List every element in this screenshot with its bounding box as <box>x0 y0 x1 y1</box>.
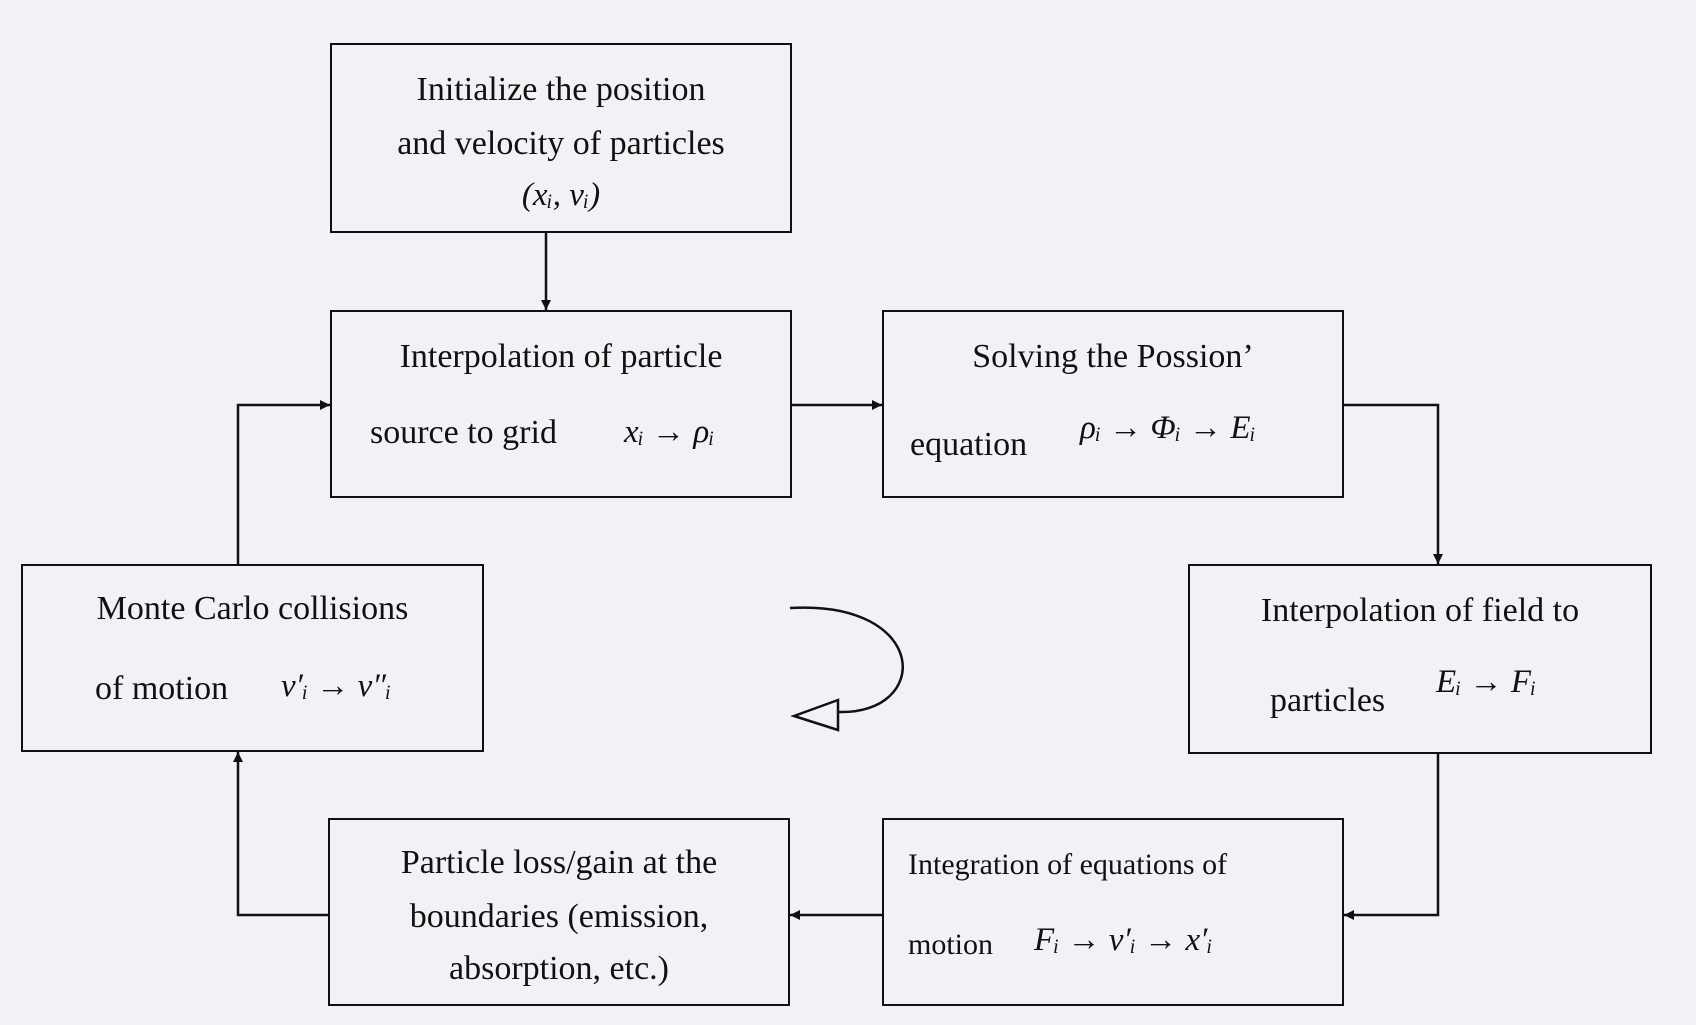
monte-carlo-line1: Monte Carlo collisions <box>96 590 409 627</box>
boundary-line2: boundaries (emission, <box>409 898 709 935</box>
interp-field-line1: Interpolation of field to <box>1260 592 1580 629</box>
poisson-formula: ρᵢ → Φᵢ → Eᵢ <box>1080 410 1256 446</box>
integration-line1: Integration of equations of <box>908 848 1228 881</box>
integration-formula: Fᵢ → v′ᵢ → x′ᵢ <box>1034 922 1213 958</box>
integration-line2: motion <box>908 928 994 961</box>
arrow-montecarlo-to-interp <box>238 405 330 564</box>
monte-carlo-line2: of motion <box>95 670 229 707</box>
poisson-line1: Solving the Possion’ <box>972 338 1254 375</box>
poisson-line2: equation <box>910 426 1028 463</box>
init-line2: and velocity of particles <box>397 125 725 162</box>
interp-source-line2: source to grid <box>370 414 557 451</box>
arrow-field-to-integration <box>1344 754 1438 915</box>
interp-field-line2: particles <box>1270 682 1386 719</box>
interp-source-line1: Interpolation of particle <box>399 338 723 375</box>
interp-source-formula: xᵢ → ρᵢ <box>624 414 715 450</box>
init-line1: Initialize the position <box>416 71 706 108</box>
init-formula: (xᵢ, vᵢ) <box>521 177 601 213</box>
boundary-line3: absorption, etc.) <box>449 950 669 987</box>
boundary-line1: Particle loss/gain at the <box>400 844 718 881</box>
monte-carlo-formula: v′ᵢ → v″ᵢ <box>281 668 392 704</box>
cycle-arrow-icon <box>790 608 903 730</box>
interp-field-formula: Eᵢ → Fᵢ <box>1436 664 1537 700</box>
arrow-boundary-to-montecarlo <box>238 752 328 915</box>
arrow-poisson-to-field <box>1344 405 1438 564</box>
